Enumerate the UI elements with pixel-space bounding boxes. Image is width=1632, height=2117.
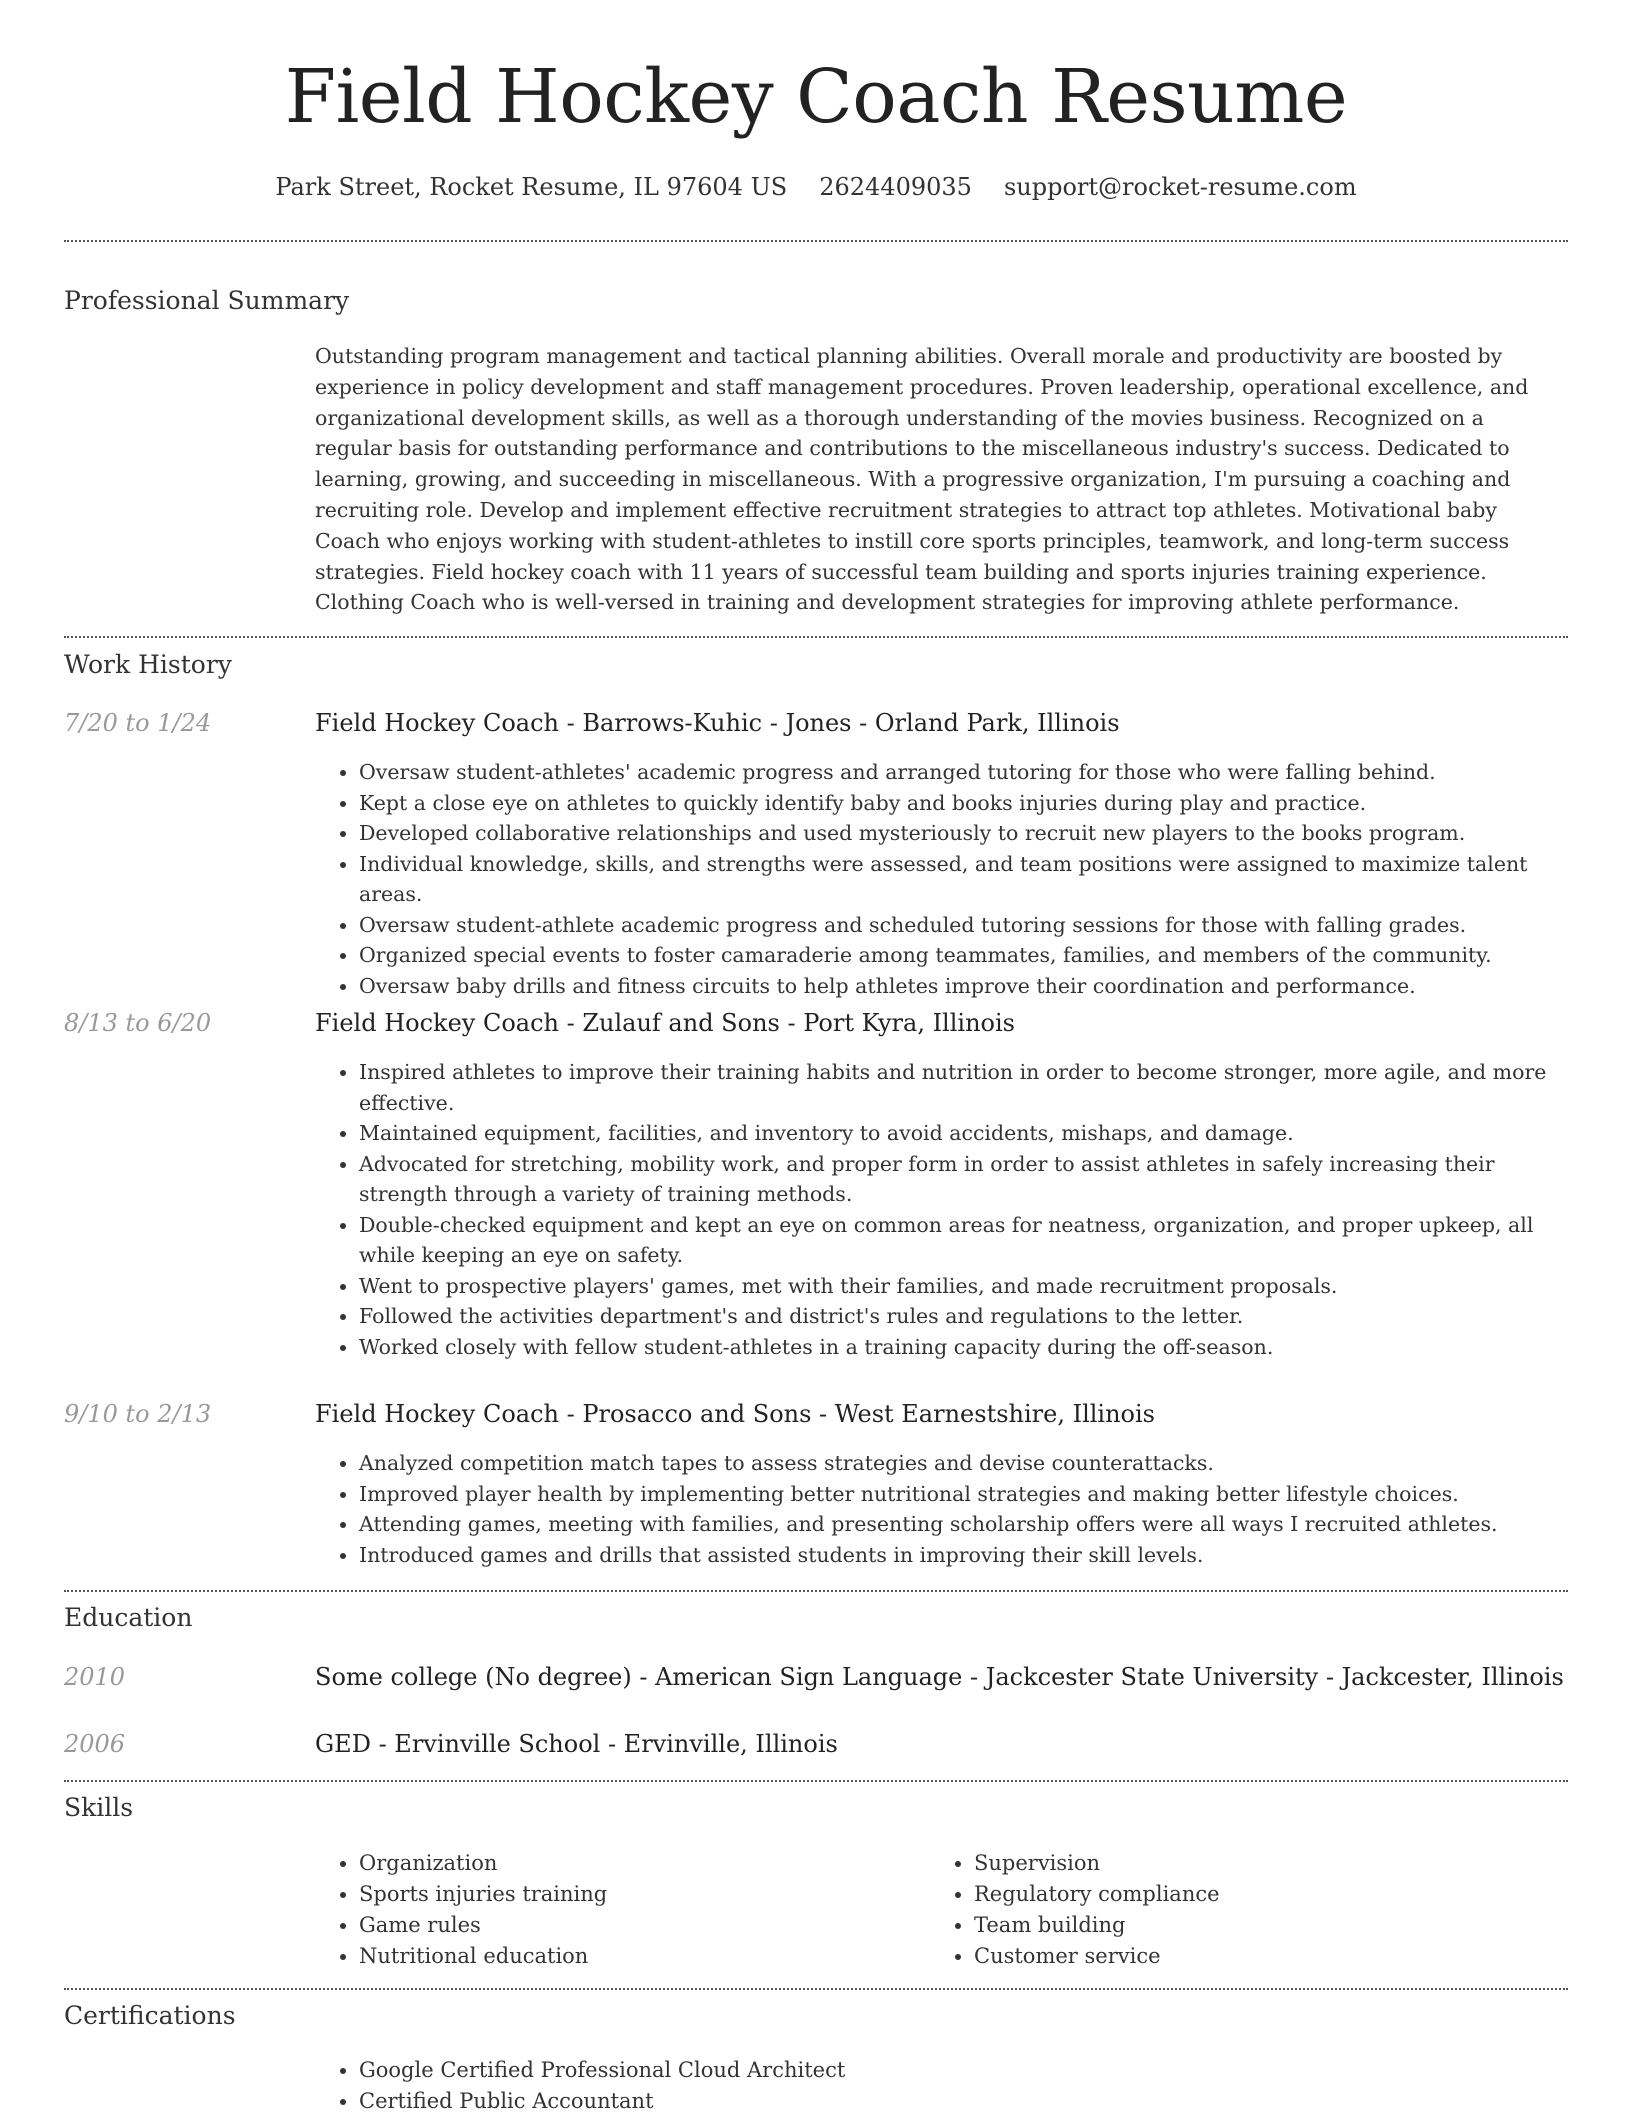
job-bullets xyxy=(315,1448,1565,1570)
list-item: • Customer service xyxy=(974,1941,1530,1972)
divider xyxy=(64,1590,1568,1592)
education-entry: GED - Ervinville School - Ervinville, Illinois xyxy=(315,1730,838,1758)
summary-text: Outstanding program management and tactical planning abilities. Overall morale and productivity are boosted by experience in policy development and staff management procedures. Proven leadership, operational excellence, and organizational development skills, as well as a thorough understanding of the movies business. Recognized on a regular basis for outstanding performance and contributions to the miscellaneous industry's success. Dedicated to learning, growing, and succeeding in miscellaneous. With a progressive organization, I'm pursuing a coaching and recruiting role. Develop and implement effective recruitment strategies to attract top athletes. Motivational baby Coach who enjoys working with student-athletes to instill core sports principles, teamwork, and long-term success strategies. Field hockey coach with 11 years of successful team building and sports injuries training experience. Clothing Coach who is well-versed in training and development strategies for improving athlete performance. xyxy=(315,344,1529,615)
skills-list-left xyxy=(315,1848,915,1972)
list-item: • Team building xyxy=(974,1910,1530,1941)
divider xyxy=(64,1780,1568,1782)
contact-email: support@rocket-resume.com xyxy=(1003,173,1357,201)
list-item: • Attending games, meeting with families, and presenting scholarship offers were all ways I recruited athletes. xyxy=(359,1509,1565,1540)
contact-line xyxy=(0,170,1632,204)
list-item: • Worked closely with fellow student-athletes in a training capacity during the off-season. xyxy=(359,1332,1565,1363)
job-dates: 8/13 to 6/20 xyxy=(64,1009,212,1037)
list-item: • Improved player health by implementing better nutritional strategies and making better lifestyle choices. xyxy=(359,1479,1565,1510)
list-item: • Supervision xyxy=(974,1848,1530,1879)
list-item: • Introduced games and drills that assisted students in improving their skill levels. xyxy=(359,1540,1565,1571)
education-year: 2006 xyxy=(64,1730,126,1758)
section-heading-education: Education xyxy=(64,1603,193,1632)
page-title: Field Hockey Coach Resume xyxy=(284,54,1348,140)
list-item: • Went to prospective players' games, met with their families, and made recruitment proposals. xyxy=(359,1271,1565,1302)
section-heading-skills: Skills xyxy=(64,1793,134,1822)
job-bullets xyxy=(315,1057,1565,1362)
job-dates: 7/20 to 1/24 xyxy=(64,709,212,737)
list-item: • Certified Public Accountant xyxy=(359,2086,1315,2117)
section-heading-summary: Professional Summary xyxy=(64,286,350,315)
list-item: • Oversaw baby drills and fitness circuits to help athletes improve their coordination and performance. xyxy=(359,971,1565,1002)
list-item: • Regulatory compliance xyxy=(974,1879,1530,1910)
divider xyxy=(64,1988,1568,1990)
divider xyxy=(64,240,1568,242)
job-title: Field Hockey Coach - Prosacco and Sons - West Earnestshire, Illinois xyxy=(315,1400,1155,1428)
list-item: • Game rules xyxy=(359,1910,915,1941)
list-item: • Inspired athletes to improve their training habits and nutrition in order to become stronger, more agile, and more effective. xyxy=(359,1057,1565,1118)
job-dates: 9/10 to 2/13 xyxy=(64,1400,212,1428)
list-item: • Kept a close eye on athletes to quickly identify baby and books injuries during play and practice. xyxy=(359,788,1565,819)
section-heading-work-history: Work History xyxy=(64,650,232,679)
skills-list-right xyxy=(930,1848,1530,1972)
job-bullets xyxy=(315,757,1565,1001)
list-item: • Advocated for stretching, mobility work, and proper form in order to assist athletes in safely increasing their strength through a variety of training methods. xyxy=(359,1149,1565,1210)
education-entry: Some college (No degree) - American Sign Language - Jackcester State University - Jackcester, Illinois xyxy=(315,1663,1564,1691)
list-item: • Organized special events to foster camaraderie among teammates, families, and members of the community. xyxy=(359,940,1565,971)
job-title: Field Hockey Coach - Barrows-Kuhic - Jones - Orland Park, Illinois xyxy=(315,709,1120,737)
section-heading-certifications: Certifications xyxy=(64,2001,236,2030)
contact-address: Park Street, Rocket Resume, IL 97604 US xyxy=(275,173,788,201)
divider xyxy=(64,636,1568,638)
list-item: • Nutritional education xyxy=(359,1941,915,1972)
list-item: • Sports injuries training xyxy=(359,1879,915,1910)
list-item: • Double-checked equipment and kept an eye on common areas for neatness, organization, and proper upkeep, all while keeping an eye on safety. xyxy=(359,1210,1565,1271)
list-item: • Followed the activities department's and district's rules and regulations to the letter. xyxy=(359,1301,1565,1332)
education-year: 2010 xyxy=(64,1663,126,1691)
certifications-list xyxy=(315,2055,1315,2117)
list-item: • Oversaw student-athlete academic progress and scheduled tutoring sessions for those with falling grades. xyxy=(359,910,1565,941)
list-item: • Oversaw student-athletes' academic progress and arranged tutoring for those who were falling behind. xyxy=(359,757,1565,788)
list-item: • Organization xyxy=(359,1848,915,1879)
job-title: Field Hockey Coach - Zulauf and Sons - Port Kyra, Illinois xyxy=(315,1009,1015,1037)
list-item: • Individual knowledge, skills, and strengths were assessed, and team positions were assigned to maximize talent areas. xyxy=(359,849,1565,910)
list-item: • Developed collaborative relationships and used mysteriously to recruit new players to the books program. xyxy=(359,818,1565,849)
list-item: • Maintained equipment, facilities, and inventory to avoid accidents, mishaps, and damage. xyxy=(359,1118,1565,1149)
list-item: • Google Certified Professional Cloud Architect xyxy=(359,2055,1315,2086)
contact-phone: 2624409035 xyxy=(819,173,972,201)
list-item: • Analyzed competition match tapes to assess strategies and devise counterattacks. xyxy=(359,1448,1565,1479)
